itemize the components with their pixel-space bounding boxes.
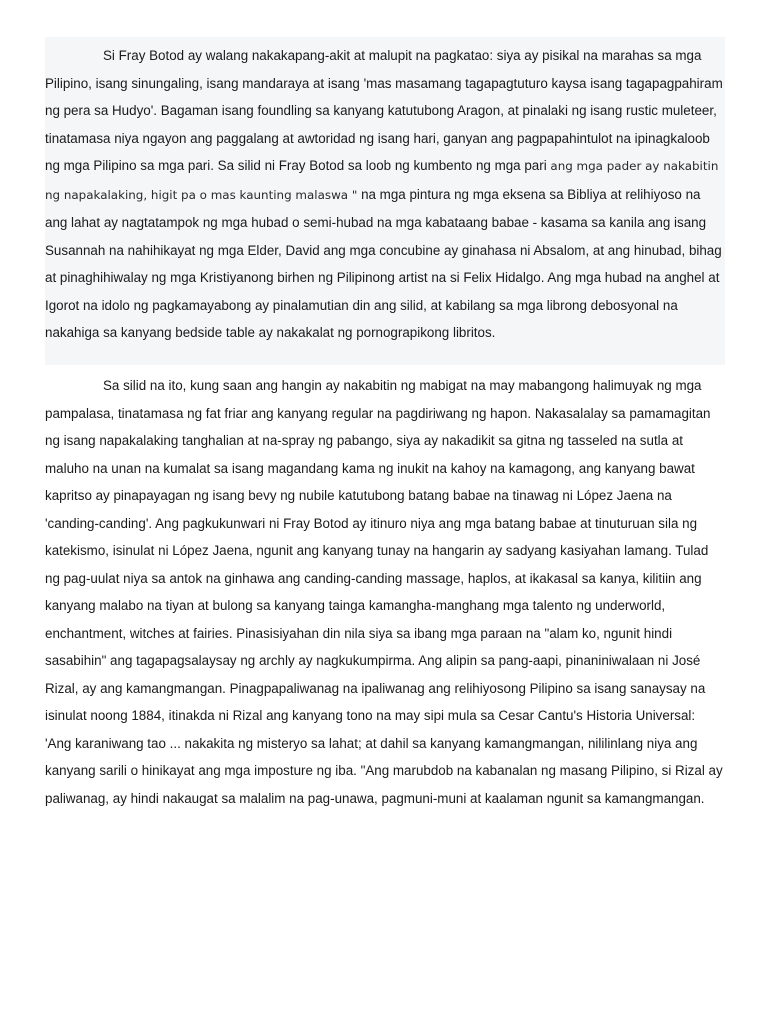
paragraph-1-segment-3: na mga pintura ng mga eksena sa Bibliya at relihiyoso na ang lahat ay nagtatampok ng mga hubad o semi-hubad na mga kabataang babae - kasama sa kanila ang isang Susannah na nahihikayat ng mga Elder, David ang mga concubine ay ginahasa ni Absalom, at ang hinubad, bihag at pinaghihiwalay ng mga Kristiyanong birhen ng Pilipinong artist na si Felix Hidalgo. Ang mga hubad na anghel at Igorot na idolo ng pagkamayabong ay pinalamutian din ang silid, at kabilang sa mga librong debosyonal na nakahiga sa kanyang bedside table ay nakakalat ng pornograpikong libritos.	[45, 186, 722, 340]
paragraph-2	[45, 372, 725, 812]
paragraph-1-segment-1: Si Fray Botod ay walang nakakapang-akit at malupit na pagkatao: siya ay pisikal na marahas sa mga Pilipino, isang sinungaling, isang mandaraya at isang 'mas masamang tagapagtuturo kaysa isang tagapagpahiram ng pera sa Hudyo'. Bagaman isang foundling sa kanyang katutubong Aragon, at pinalaki ng isang rustic muleteer, tinatamasa niya ngayon ang paggalang at awtoridad ng isang hari, ganyan ang pagpapahintulot na ipinagkaloob ng mga Pilipino sa mga pari. Sa silid ni Fray Botod sa loob ng kumbento ng mga pari	[45, 48, 723, 173]
paragraph-1-text	[45, 37, 725, 347]
paragraph-2-text: Sa silid na ito, kung saan ang hangin ay nakabitin ng mabigat na may mabangong halimuyak ng mga pampalasa, tinatamasa ng fat friar ang kanyang regular na pagdiriwang ng hapon. Nakasalalay sa pamamagitan ng isang napakalaking tanghalian at na-spray ng pabango, siya ay nakadikit sa gitna ng tasseled na sutla at maluho na unan na kumalat sa isang magandang kama ng inukit na kahoy na kamagong, ang kanyang bawat kapritso ay pinapayagan ng isang bevy ng nubile katutubong batang babae na tinawag ni López Jaena na 'canding-canding'. Ang pagkukunwari ni Fray Botod ay itinuro niya ang mga batang babae at tinuturuan sila ng katekismo, isinulat ni López Jaena, ngunit ang kanyang tunay na hangarin ay sadyang kasiyahan lamang. Tulad ng pag-uulat niya sa antok na ginhawa ang canding-canding massage, haplos, at ikakasal sa kanya, kilitiin ang kanyang malabo na tiyan at bulong sa kanyang tainga kamangha-manghang mga talento ng underworld, enchantment, witches at fairies. Pinasisiyahan din nila siya sa ibang mga paraan na "alam ko, ngunit hindi sasabihin" ang tagapagsalaysay ng archly ay nagkukumpirma. Ang alipin sa pang-aapi, pinaniniwalaan ni José Rizal, ay ang kamangmangan. Pinagpapaliwanag na ipaliwanag ang relihiyosong Pilipino sa isang sanaysay na isinulat noong 1884, itinakda ni Rizal ang kanyang tono na may sipi mula sa Cesar Cantu's Historia Universal: 'Ang karaniwang tao ... nakakita ng misteryo sa lahat; at dahil sa kanyang kamangmangan, nililinlang niya ang kanyang sarili o hinikayat ang mga imposture ng iba. "Ang marubdob na kabanalan ng masang Pilipino, si Rizal ay paliwanag, ay hindi nakaugat sa malalim na pag-unawa, pagmuni-muni at kaalaman ngunit sa kamangmangan.	[45, 378, 723, 806]
paragraph-1-segment-2: ang mga pader ay nakabitin ng napakalaking, higit pa o mas kaunting malaswa "	[45, 159, 719, 202]
paragraph-1	[45, 37, 725, 365]
